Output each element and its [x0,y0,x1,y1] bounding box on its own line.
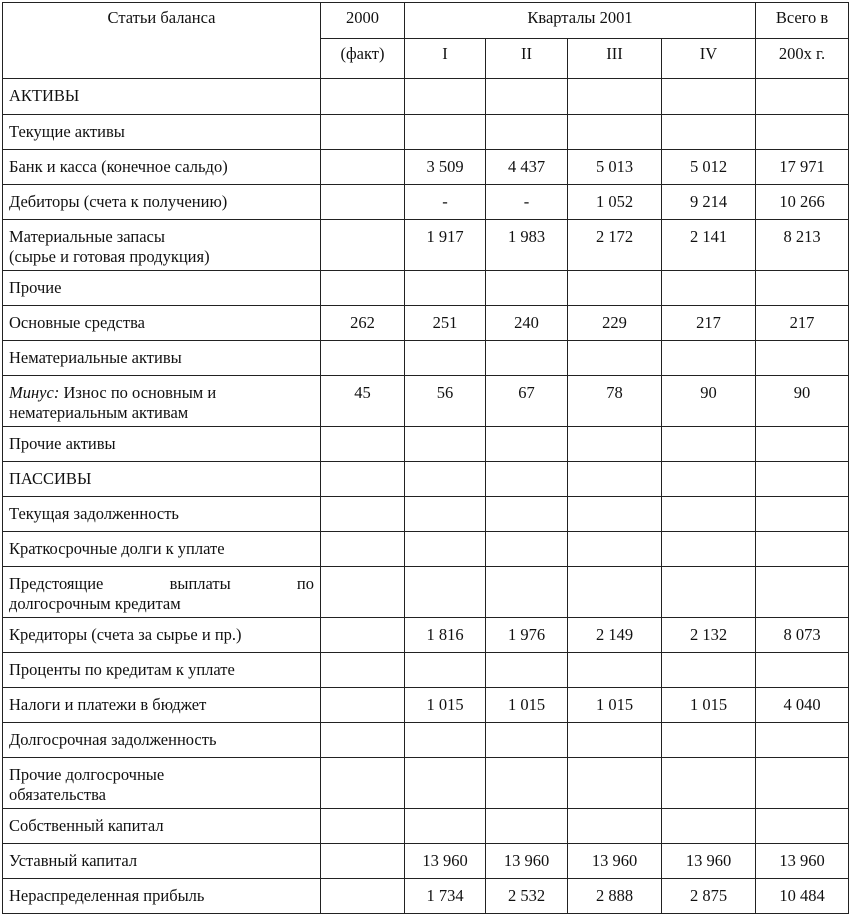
value-cell: 2 532 [486,879,568,914]
row-label-text: Долгосрочная задолженность [9,730,217,749]
value-cell: 1 015 [568,688,662,723]
value-cell: 217 [756,306,849,341]
value-cell [662,809,756,844]
row-label-text: Прочие [9,278,62,297]
value-cell: 2 132 [662,618,756,653]
table-row [3,462,849,497]
value-cell: 13 960 [486,844,568,879]
row-label [3,809,321,844]
value-cell [568,497,662,532]
value-cell [405,758,486,809]
table-row [3,618,849,653]
table-row [3,879,849,914]
row-label [3,306,321,341]
value-cell [662,115,756,150]
value-cell [405,427,486,462]
value-cell [486,653,568,688]
table-row [3,306,849,341]
row-label-text: Уставный капитал [9,851,138,870]
row-label-second-line: (сырье и готовая продукция) [9,247,210,266]
row-label [3,723,321,758]
value-cell: 240 [486,306,568,341]
value-cell [405,115,486,150]
header-quarter-4: IV [662,39,756,79]
row-label-text: Собственный капитал [9,816,164,835]
value-cell [756,462,849,497]
value-cell [405,809,486,844]
table-row [3,497,849,532]
value-cell [486,271,568,306]
value-cell [321,271,405,306]
value-cell [321,879,405,914]
value-cell: 1 816 [405,618,486,653]
value-cell [486,427,568,462]
value-cell [321,115,405,150]
row-label [3,844,321,879]
value-cell [321,79,405,115]
value-cell [321,723,405,758]
table-row [3,688,849,723]
header-quarters: Кварталы 2001 [405,3,756,39]
value-cell [662,427,756,462]
value-cell: 4 437 [486,150,568,185]
value-cell: 90 [756,376,849,427]
value-cell [756,567,849,618]
row-label-text: Банк и касса (конечное сальдо) [9,157,228,176]
header-quarter-2: II [486,39,568,79]
value-cell [405,567,486,618]
value-cell [486,79,568,115]
row-label-text: Нематериальные активы [9,348,182,367]
header-item: Статьи баланса [3,3,321,79]
header-2000-top: 2000 [321,3,405,39]
value-cell: - [405,185,486,220]
value-cell [568,723,662,758]
row-label-text: Основные средства [9,313,145,332]
value-cell [321,150,405,185]
row-label [3,150,321,185]
row-label-text: Материальные запасы [9,227,165,246]
value-cell [662,653,756,688]
value-cell: 4 040 [756,688,849,723]
row-label [3,271,321,306]
value-cell: 1 015 [405,688,486,723]
table-row [3,220,849,271]
row-label-text: АКТИВЫ [9,86,80,105]
row-label [3,567,321,618]
table-row [3,79,849,115]
value-cell [321,497,405,532]
value-cell [486,497,568,532]
table-row [3,809,849,844]
row-label-text: Прочие долгосрочные [9,765,165,784]
value-cell [321,532,405,567]
value-cell: 229 [568,306,662,341]
value-cell [486,723,568,758]
table-row [3,653,849,688]
value-cell: 2 149 [568,618,662,653]
value-cell: 2 141 [662,220,756,271]
row-label [3,879,321,914]
value-cell: 1 976 [486,618,568,653]
value-cell [662,271,756,306]
value-cell: 2 172 [568,220,662,271]
row-label [3,462,321,497]
value-cell [405,723,486,758]
value-cell [321,427,405,462]
row-label-text: Налоги и платежи в бюджет [9,695,207,714]
row-label [3,653,321,688]
value-cell [568,532,662,567]
row-label-text: ПАССИВЫ [9,469,92,488]
value-cell [321,844,405,879]
value-cell: 217 [662,306,756,341]
value-cell: 1 015 [486,688,568,723]
value-cell [662,79,756,115]
table-row [3,567,849,618]
value-cell: 1 917 [405,220,486,271]
value-cell: 10 484 [756,879,849,914]
table-header [3,3,849,79]
row-label [3,220,321,271]
value-cell [321,809,405,844]
value-cell [568,79,662,115]
table-row [3,723,849,758]
row-label [3,618,321,653]
row-label-second-line: нематериальным активам [9,403,189,422]
value-cell [405,532,486,567]
table-row [3,844,849,879]
value-cell [321,462,405,497]
row-label [3,497,321,532]
value-cell: 67 [486,376,568,427]
value-cell: 9 214 [662,185,756,220]
row-label-text: Нераспределенная прибыль [9,886,205,905]
value-cell: 2 875 [662,879,756,914]
table-row [3,376,849,427]
value-cell [321,220,405,271]
value-cell [321,653,405,688]
value-cell: 45 [321,376,405,427]
header-quarter-1: I [405,39,486,79]
value-cell [756,723,849,758]
row-label-second-line: долгосрочным кредитам [9,594,181,613]
value-cell [662,758,756,809]
value-cell [662,532,756,567]
value-cell: 10 266 [756,185,849,220]
table-row [3,341,849,376]
row-label [3,79,321,115]
value-cell: - [486,185,568,220]
value-cell [756,809,849,844]
value-cell: 13 960 [568,844,662,879]
value-cell [486,809,568,844]
value-cell [662,341,756,376]
table-row [3,427,849,462]
value-cell: 8 213 [756,220,849,271]
row-label [3,341,321,376]
row-label [3,758,321,809]
value-cell [568,115,662,150]
value-cell [568,271,662,306]
value-cell [756,653,849,688]
value-cell [756,115,849,150]
row-label-text: Краткосрочные долги к уплате [9,539,225,558]
value-cell: 1 734 [405,879,486,914]
table-row [3,115,849,150]
value-cell [405,79,486,115]
row-label-text: Кредиторы (счета за сырье и пр.) [9,625,242,644]
row-label-second-line: обязательства [9,785,106,804]
header-total-bottom: 200х г. [756,39,849,79]
value-cell: 3 509 [405,150,486,185]
row-label [3,688,321,723]
row-label [3,532,321,567]
value-cell [756,532,849,567]
value-cell [321,185,405,220]
value-cell [568,341,662,376]
value-cell: 5 013 [568,150,662,185]
value-cell [756,341,849,376]
value-cell [756,79,849,115]
value-cell [321,688,405,723]
value-cell: 1 983 [486,220,568,271]
value-cell [568,427,662,462]
table-body [3,79,849,914]
value-cell [662,462,756,497]
table-row [3,271,849,306]
value-cell: 1 052 [568,185,662,220]
value-cell [568,462,662,497]
value-cell: 13 960 [756,844,849,879]
row-label-text: Прочие активы [9,434,116,453]
value-cell [321,341,405,376]
value-cell [486,567,568,618]
value-cell: 1 015 [662,688,756,723]
value-cell: 13 960 [662,844,756,879]
value-cell [662,567,756,618]
value-cell [321,567,405,618]
row-label [3,185,321,220]
value-cell [662,723,756,758]
value-cell [486,758,568,809]
row-label [3,427,321,462]
row-label-text: Проценты по кредитам к уплате [9,660,235,679]
row-label-text: Предстоящие выплаты по [9,574,314,593]
value-cell [486,341,568,376]
row-label-text: Текущие активы [9,122,125,141]
value-cell [756,497,849,532]
value-cell [486,532,568,567]
value-cell: 5 012 [662,150,756,185]
value-cell: 56 [405,376,486,427]
row-label-italic: Минус: [9,383,60,402]
table-row [3,150,849,185]
value-cell [321,618,405,653]
value-cell [568,809,662,844]
value-cell: 17 971 [756,150,849,185]
header-quarter-3: III [568,39,662,79]
value-cell [662,497,756,532]
value-cell: 262 [321,306,405,341]
balance-table [2,2,849,914]
row-label [3,115,321,150]
value-cell [756,427,849,462]
value-cell: 2 888 [568,879,662,914]
row-label-text: Текущая задолженность [9,504,179,523]
value-cell [405,462,486,497]
value-cell [568,567,662,618]
value-cell: 78 [568,376,662,427]
row-label-text: Дебиторы (счета к получению) [9,192,228,211]
value-cell: 90 [662,376,756,427]
table-row [3,185,849,220]
value-cell [568,653,662,688]
value-cell [321,758,405,809]
value-cell [756,758,849,809]
row-label [3,376,321,427]
value-cell: 8 073 [756,618,849,653]
table-row [3,532,849,567]
value-cell [568,758,662,809]
value-cell [486,462,568,497]
value-cell [756,271,849,306]
value-cell: 251 [405,306,486,341]
table-row [3,758,849,809]
value-cell [405,497,486,532]
value-cell: 13 960 [405,844,486,879]
header-total-top: Всего в [756,3,849,39]
value-cell [405,271,486,306]
value-cell [486,115,568,150]
value-cell [405,341,486,376]
row-label-text: Износ по основным и [59,383,217,402]
value-cell [405,653,486,688]
header-2000-bottom: (факт) [321,39,405,79]
